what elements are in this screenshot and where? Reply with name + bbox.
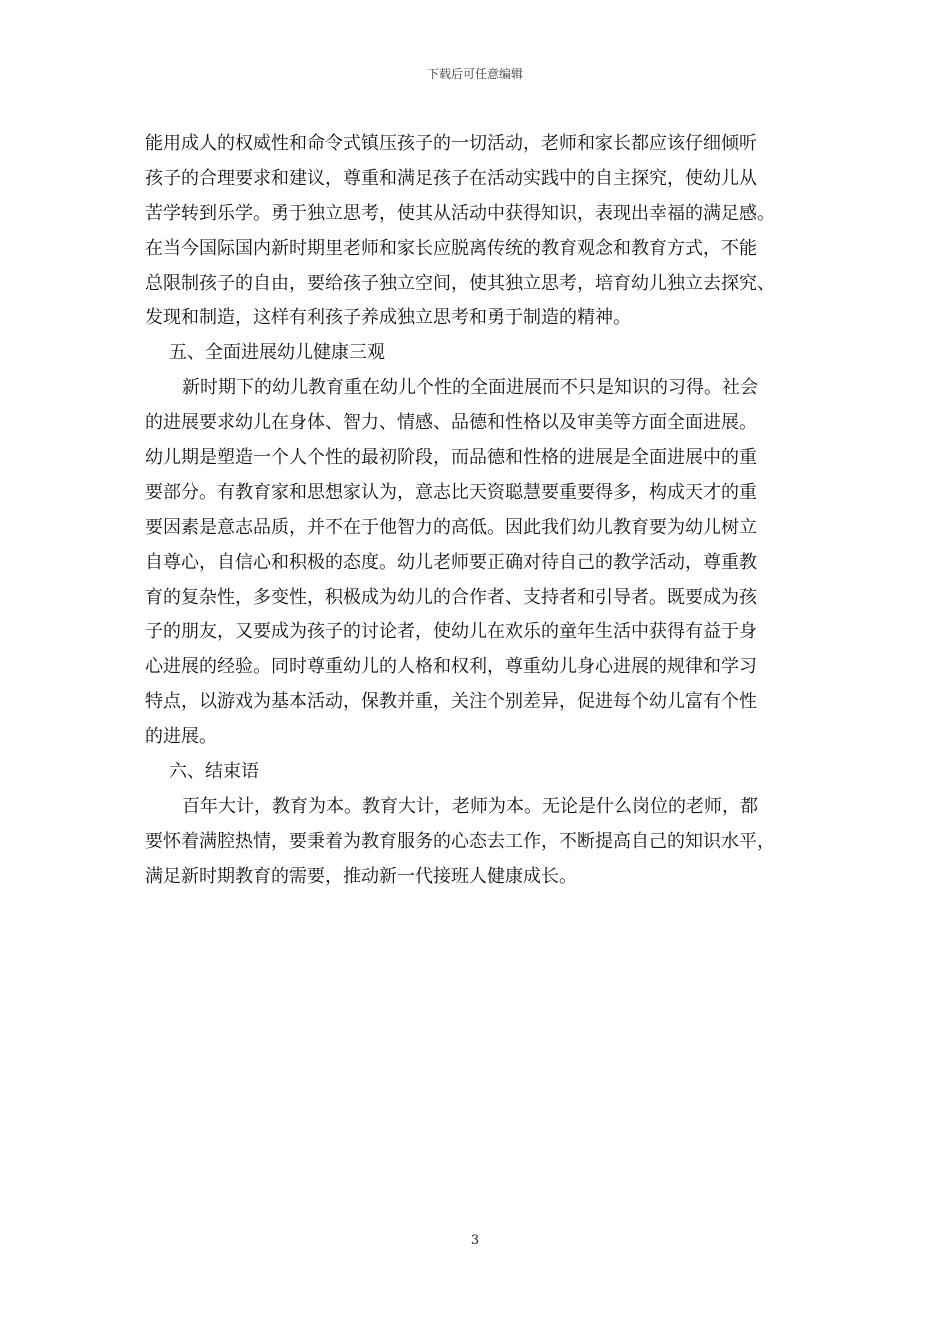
body-line: 特点，以游戏为基本活动，保教并重，关注个别差异，促进每个幼儿富有个性 bbox=[145, 691, 757, 713]
body-line: 幼儿期是塑造一个人个性的最初阶段，而品德和性格的进展是全面进展中的重 bbox=[145, 447, 757, 469]
section-heading-six: 六、结束语 bbox=[169, 761, 259, 783]
section-heading-five: 五、全面进展幼儿健康三观 bbox=[169, 342, 385, 364]
paragraph-first-line: 新时期下的幼儿教育重在幼儿个性的全面进展而不只是知识的习得。社会 bbox=[182, 377, 758, 399]
body-line: 要部分。有教育家和思想家认为，意志比天资聪慧要重要得多，构成天才的重 bbox=[145, 481, 757, 503]
body-line: 孩子的合理要求和建议，尊重和满足孩子在活动实践中的自主探究，使幼儿从 bbox=[145, 167, 757, 189]
body-line: 子的朋友，又要成为孩子的讨论者，使幼儿在欢乐的童年生活中获得有益于身 bbox=[145, 621, 757, 643]
body-line: 总限制孩子的自由，要给孩子独立空间，使其独立思考，培育幼儿独立去探究、 bbox=[145, 272, 775, 294]
document-body bbox=[145, 127, 805, 895]
page-number: 3 bbox=[470, 1233, 480, 1248]
body-line: 的进展要求幼儿在身体、智力、情感、品德和性格以及审美等方面全面进展。 bbox=[145, 412, 757, 434]
body-line: 心进展的经验。同时尊重幼儿的人格和权利，尊重幼儿身心进展的规律和学习 bbox=[145, 656, 757, 678]
body-line: 育的复杂性，多变性，积极成为幼儿的合作者、支持者和引导者。既要成为孩 bbox=[145, 586, 757, 608]
body-line: 能用成人的权威性和命令式镇压孩子的一切活动，老师和家长都应该仔细倾听 bbox=[145, 133, 757, 154]
body-line: 自尊心，自信心和积极的态度。幼儿老师要正确对待自己的教学活动，尊重教 bbox=[145, 551, 757, 573]
page-header: 下载后可任意编辑 bbox=[426, 67, 523, 81]
body-line: 要因素是意志品质，并不在于他智力的高低。因此我们幼儿教育要为幼儿树立 bbox=[145, 516, 757, 538]
body-line: 的进展。 bbox=[145, 726, 217, 748]
body-line: 在当今国际国内新时期里老师和家长应脱离传统的教育观念和教育方式，不能 bbox=[145, 237, 757, 259]
body-line: 要怀着满腔热情，要秉着为教育服务的心态去工作，不断提高自己的知识水平， bbox=[145, 830, 775, 852]
body-line: 满足新时期教育的需要，推动新一代接班人健康成长。 bbox=[145, 865, 577, 887]
body-line: 苦学转到乐学。勇于独立思考，使其从活动中获得知识，表现出幸福的满足感。 bbox=[145, 202, 775, 224]
paragraph-first-line: 百年大计，教育为本。教育大计，老师为本。无论是什么岗位的老师，都 bbox=[182, 795, 758, 817]
body-line: 发现和制造，这样有利孩子养成独立思考和勇于制造的精神。 bbox=[145, 307, 631, 329]
